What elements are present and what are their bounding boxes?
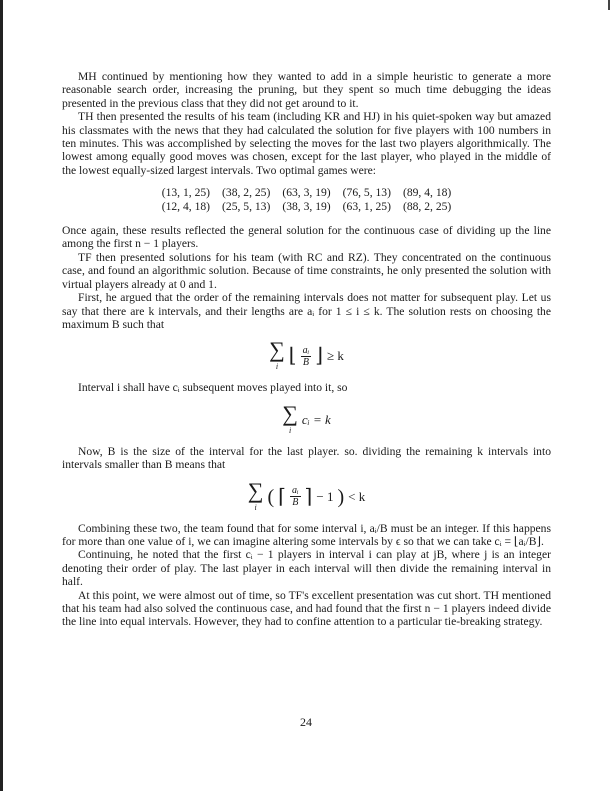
paragraph: TF then presented solutions for his team (with RC and RZ). They concentrated on the continuous case, and found an algorithmic solution. Because of time constraints, he only presented the solution with virtual players already at 0 and 1. bbox=[62, 250, 551, 291]
game-move: (12, 4, 18) bbox=[161, 199, 211, 213]
game-move: (63, 3, 19) bbox=[282, 186, 331, 200]
document-page bbox=[62, 70, 551, 629]
ceil-left: ⌈ bbox=[278, 485, 286, 508]
game-move: (88, 2, 25) bbox=[402, 199, 452, 213]
game-move: (13, 1, 25) bbox=[161, 186, 211, 200]
paragraph: At this point, we were almost out of time, so TF's excellent presentation was cut short. TH mentioned that his team had also solved the continuous case, and had found that the first n − 1 players indeed divide the line into equal intervals. However, they had to confine attention to a particular tie-breaking strategy. bbox=[62, 588, 551, 629]
sum-symbol: ∑ bbox=[247, 477, 264, 503]
game-row bbox=[62, 200, 551, 213]
sum-symbol: ∑ bbox=[282, 400, 298, 426]
ceil-right: ⌉ bbox=[304, 485, 313, 508]
scan-border-left bbox=[0, 0, 3, 791]
game-move: (25, 5, 13) bbox=[222, 199, 271, 213]
paragraph: First, he argued that the order of the remaining intervals does not matter for subsequent play. Let us say that there are k intervals, and their lengths are aᵢ for 1 ≤ i ≤ k. The solution rests on choosing the maximum B such that bbox=[62, 291, 551, 331]
sum-symbol: ∑ bbox=[269, 337, 285, 363]
sum-index: i bbox=[254, 502, 257, 512]
fraction-numerator: aᵢ bbox=[302, 344, 310, 356]
paragraph: Combining these two, the team found that for some interval i, aᵢ/B must be an integer. If this happens for more than one value of i, we can imagine altering some intervals by ϵ so that we can take cᵢ = ⌊aᵢ/B⌋. bbox=[62, 521, 551, 548]
equation-sum-c bbox=[62, 400, 551, 437]
paragraph: Continuing, he noted that the first cᵢ − 1 players in interval i can play at jB, where j is an integer denoting their order of play. The last player in each interval will then divide the remaining interval in half. bbox=[62, 548, 551, 589]
optimal-games bbox=[62, 186, 551, 213]
equation-rhs: ≥ k bbox=[327, 348, 344, 364]
fraction-denominator: B bbox=[302, 356, 309, 368]
game-move: (38, 2, 25) bbox=[222, 186, 271, 200]
floor-left: ⌊ bbox=[288, 345, 297, 368]
equation-rhs: < k bbox=[348, 488, 366, 504]
game-row bbox=[62, 186, 551, 199]
game-move: (76, 5, 13) bbox=[342, 186, 391, 200]
paragraph: MH continued by mentioning how they wanted to add in a simple heuristic to generate a more reasonable search order, increasing the pruning, but they spent so much time debugging the ideas presented in the previous class that they did not get around to it. bbox=[62, 70, 551, 110]
paren-open: ( bbox=[267, 485, 275, 508]
game-move: (63, 1, 25) bbox=[342, 199, 391, 213]
equation-floor-sum bbox=[62, 339, 551, 373]
game-move: (89, 4, 18) bbox=[402, 186, 452, 200]
fraction-numerator: aᵢ bbox=[291, 485, 299, 497]
fraction-denominator: B bbox=[292, 497, 299, 509]
paren-close: ) bbox=[337, 485, 345, 508]
game-move: (38, 3, 19) bbox=[282, 199, 331, 213]
floor-right: ⌋ bbox=[315, 345, 323, 368]
sum-index: i bbox=[275, 362, 279, 372]
paragraph: TH then presented the results of his team (including KR and HJ) in his quiet-spoken way but amazed his classmates with the news that they had calculated the solution for five players with 100 numbers in ten minutes. This was accomplished by selecting the moves for the last two players algorithmically. The lowest among equally good moves was chosen, except for the last player, who played in the middle of the lowest equally-sized largest intervals. Two optimal games were: bbox=[62, 110, 551, 177]
paragraph: Interval i shall have cᵢ subsequent moves played into it, so bbox=[78, 381, 348, 395]
paragraph: Now, B is the size of the interval for the last player. so. dividing the remaining k intervals into intervals smaller than B means that bbox=[62, 444, 551, 472]
sum-index: i bbox=[288, 425, 292, 435]
scan-mark bbox=[608, 0, 610, 10]
paragraph: Once again, these results reflected the general solution for the continuous case of dividing up the line among the first n − 1 players. bbox=[62, 224, 551, 251]
equation-ceil-sum bbox=[62, 477, 551, 514]
page-number: 24 bbox=[300, 715, 312, 729]
minus-one: − 1 bbox=[316, 488, 334, 504]
equation-body: cᵢ = k bbox=[301, 411, 331, 427]
